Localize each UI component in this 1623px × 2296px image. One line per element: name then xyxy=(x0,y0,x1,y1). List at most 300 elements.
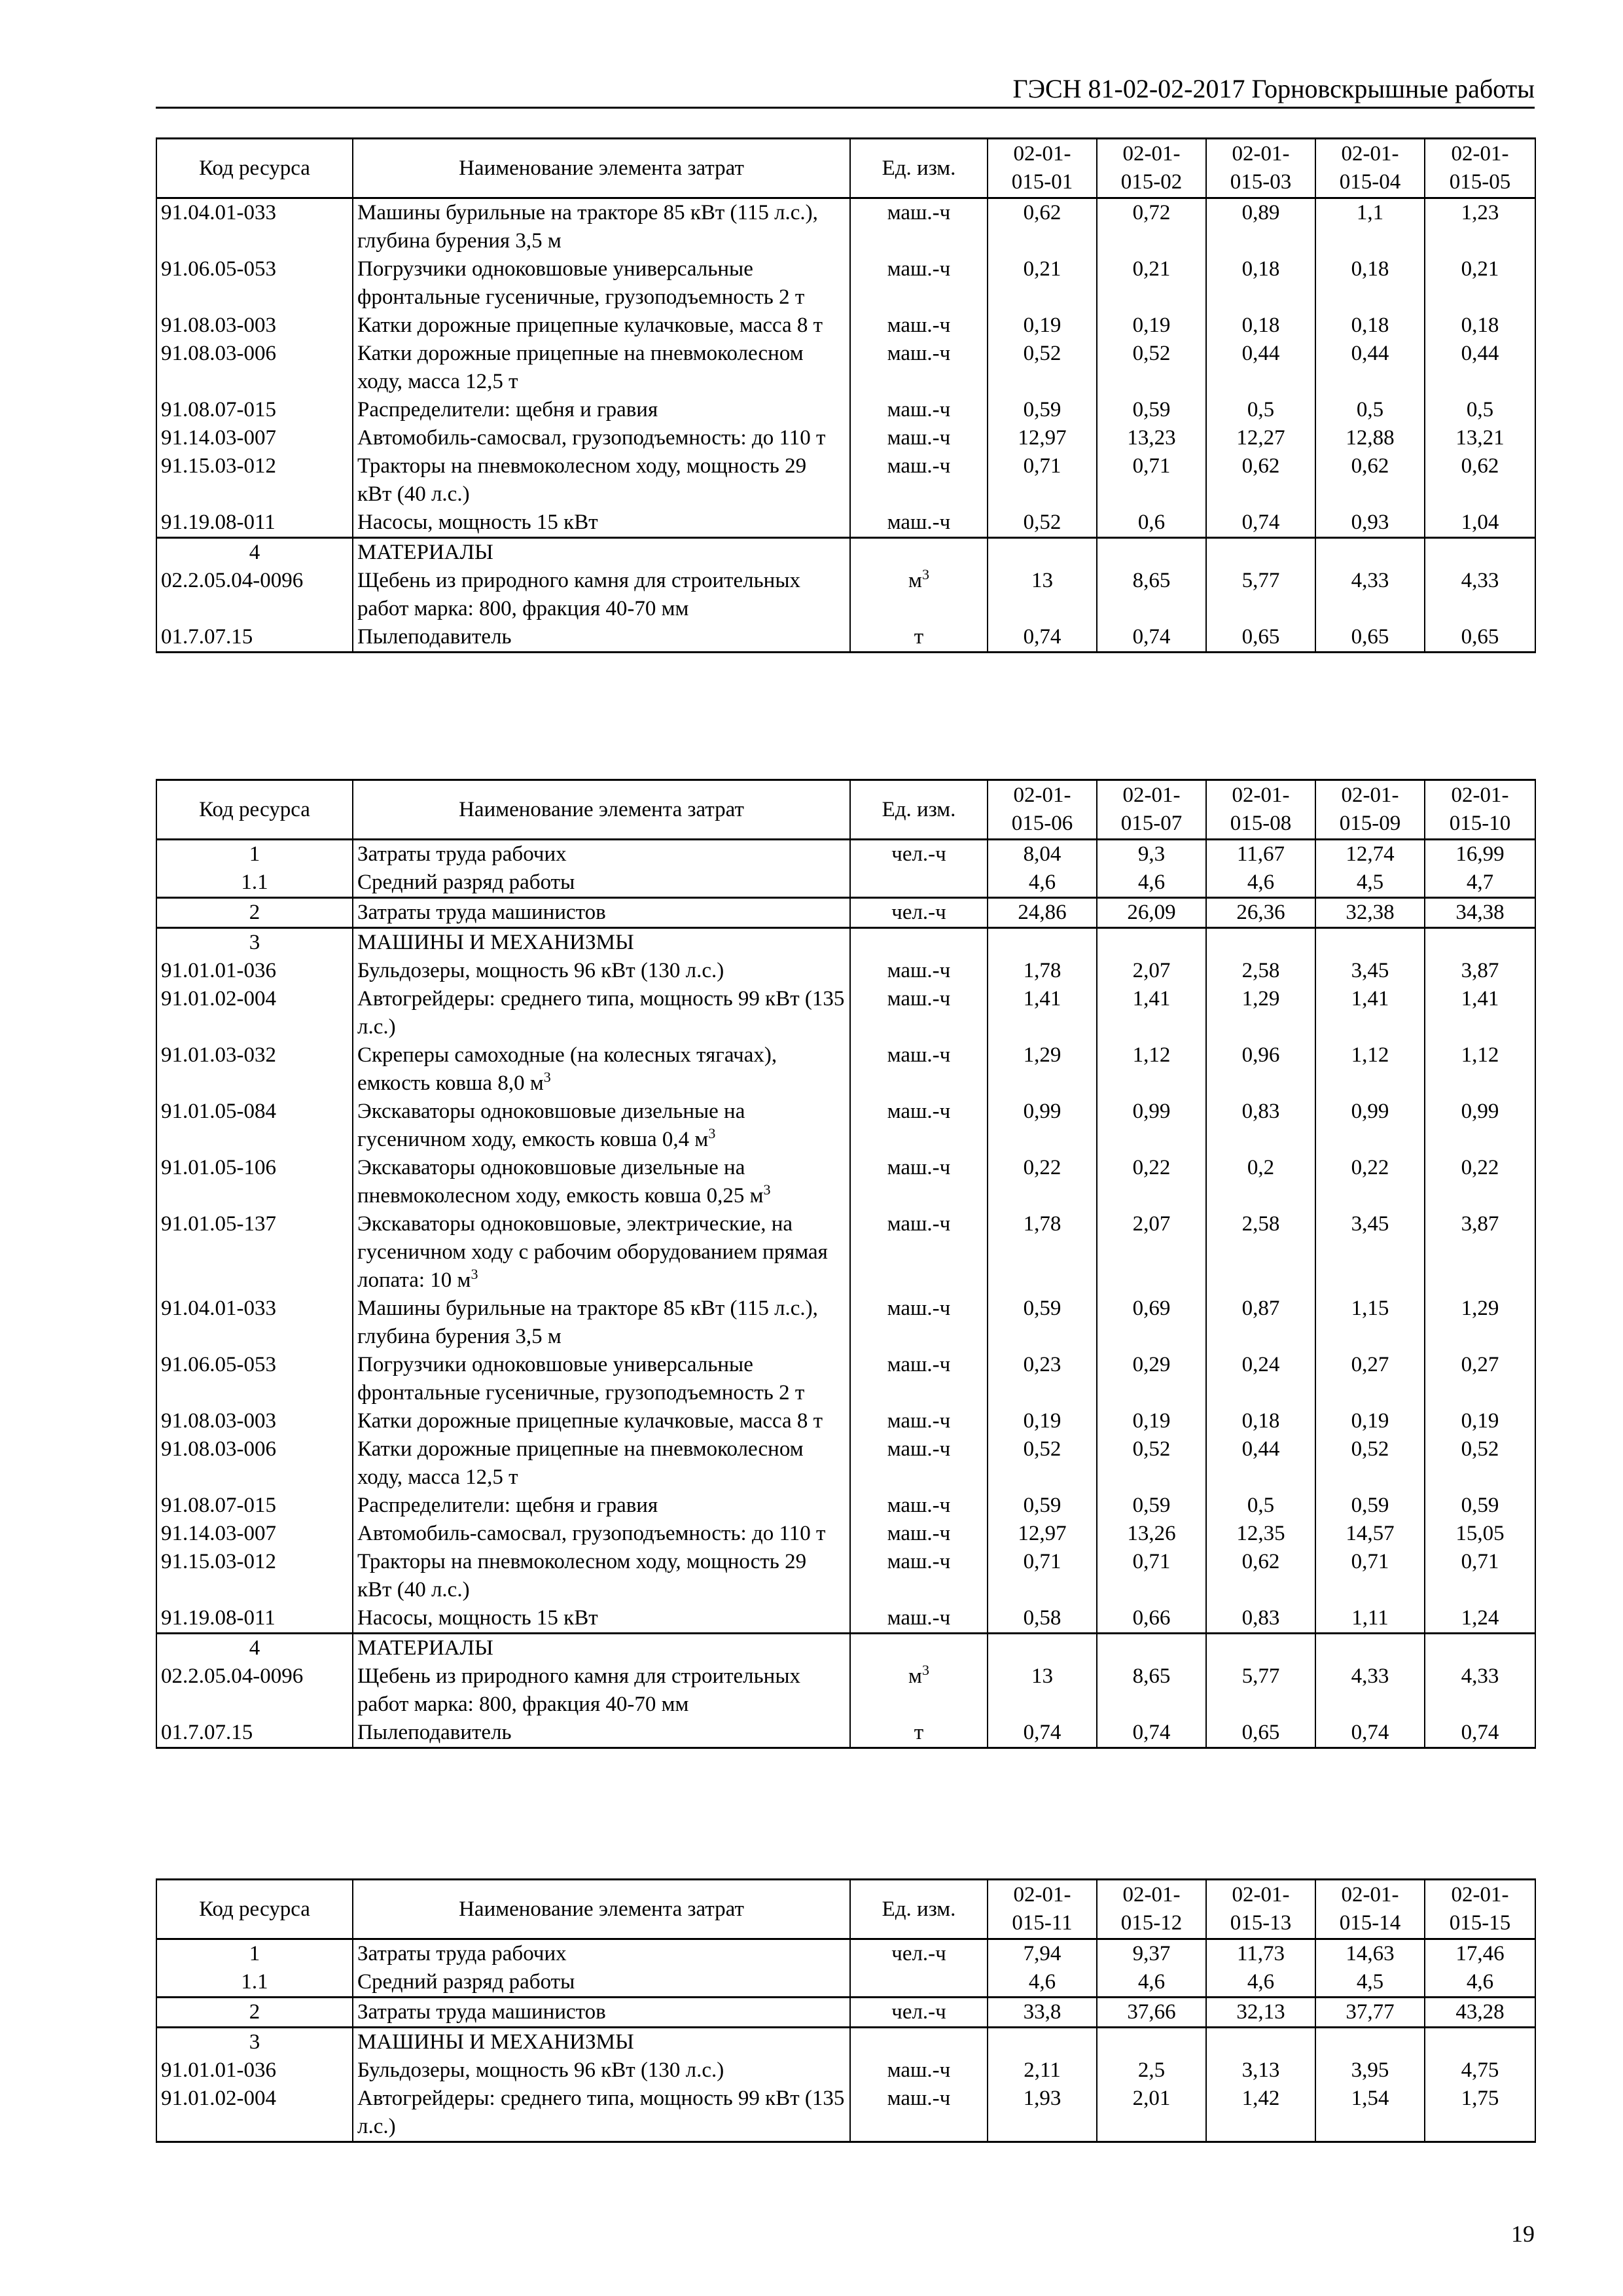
norm-value: 1,12 xyxy=(1425,1041,1535,1098)
resource-code: 2 xyxy=(156,1998,353,2028)
norm-value: 0,62 xyxy=(988,198,1097,256)
norm-value: 12,74 xyxy=(1315,840,1425,869)
norm-value: 0,59 xyxy=(1315,1492,1425,1520)
cost-element-text: Пылеподавитель xyxy=(357,1721,512,1744)
norm-value: 0,65 xyxy=(1425,623,1535,653)
unit-of-measure xyxy=(850,623,988,653)
table-row xyxy=(156,1968,1535,1998)
resource-code: 91.04.01-033 xyxy=(156,1295,353,1351)
header-norm-code: 02-01- 015-15 xyxy=(1425,1880,1535,1939)
unit-of-measure xyxy=(850,255,988,312)
norm-value xyxy=(1206,2028,1315,2057)
norm-value: 1,41 xyxy=(1315,985,1425,1041)
norm-value: 1,41 xyxy=(1097,985,1206,1041)
superscript: 3 xyxy=(921,566,929,583)
table-row xyxy=(156,509,1535,538)
table-row xyxy=(156,1210,1535,1295)
norm-value: 0,5 xyxy=(1425,396,1535,424)
norm-value xyxy=(1425,2028,1535,2057)
norm-value: 0,59 xyxy=(1097,396,1206,424)
resource-table-2 xyxy=(156,779,1536,1749)
norm-value: 2,07 xyxy=(1097,1210,1206,1295)
cost-element-text: Затраты труда машинистов xyxy=(357,2000,606,2024)
page-header-title: ГЭСН 81-02-02-2017 Горновскрышные работы xyxy=(1012,74,1535,103)
norm-value: 13,26 xyxy=(1097,1520,1206,1548)
norm-value: 0,21 xyxy=(988,255,1097,312)
table-row xyxy=(156,340,1535,396)
norm-value: 4,6 xyxy=(1425,1968,1535,1998)
cost-element-name xyxy=(353,623,850,653)
norm-value: 8,65 xyxy=(1097,1662,1206,1719)
cost-element-text: Затраты труда машинистов xyxy=(357,901,606,924)
resource-code: 91.15.03-012 xyxy=(156,452,353,509)
cost-element-text: Катки дорожные прицепные кулачковые, масса 8 т xyxy=(357,1409,823,1433)
cost-element-name xyxy=(353,869,850,898)
norm-value: 5,77 xyxy=(1206,567,1315,623)
resource-code: 02.2.05.04-0096 xyxy=(156,1662,353,1719)
cost-element-text: Затраты труда рабочих xyxy=(357,1942,567,1965)
norm-value: 0,65 xyxy=(1206,623,1315,653)
unit-of-measure xyxy=(850,198,988,256)
norm-value: 0,59 xyxy=(988,1492,1097,1520)
cost-element-name xyxy=(353,1407,850,1435)
table-row xyxy=(156,2056,1535,2085)
cost-element-text: Катки дорожные прицепные кулачковые, масса 8 т xyxy=(357,314,823,337)
unit-of-measure xyxy=(850,396,988,424)
norm-value: 0,24 xyxy=(1206,1351,1315,1407)
cost-element-name xyxy=(353,1041,850,1098)
norm-value: 0,74 xyxy=(1097,623,1206,653)
norm-value: 0,18 xyxy=(1206,312,1315,340)
section-row xyxy=(156,1634,1535,1663)
norm-value: 0,59 xyxy=(988,1295,1097,1351)
norm-value: 26,36 xyxy=(1206,898,1315,928)
norm-value xyxy=(1425,538,1535,567)
cost-element-text: Средний разряд работы xyxy=(357,870,575,894)
resource-code: 1.1 xyxy=(156,869,353,898)
norm-value: 1,93 xyxy=(988,2085,1097,2142)
norm-value: 8,65 xyxy=(1097,567,1206,623)
cost-element-text: Катки дорожные прицепные на пневмоколесном ходу, масса 12,5 т xyxy=(357,342,804,393)
norm-value: 5,77 xyxy=(1206,1662,1315,1719)
norm-value: 3,45 xyxy=(1315,1210,1425,1295)
norm-value: 3,87 xyxy=(1425,957,1535,985)
superscript: 3 xyxy=(471,1266,478,1282)
resource-code: 91.08.03-006 xyxy=(156,340,353,396)
cost-element-text: Пылеподавитель xyxy=(357,625,512,649)
unit-of-measure xyxy=(850,1435,988,1492)
norm-value: 0,74 xyxy=(1206,509,1315,538)
unit-of-measure xyxy=(850,1719,988,1748)
norm-value: 1,29 xyxy=(988,1041,1097,1098)
norm-value xyxy=(1206,538,1315,567)
header-name: Наименование элемента затрат xyxy=(353,1880,850,1939)
norm-value: 0,74 xyxy=(1315,1719,1425,1748)
header-norm-code: 02-01- 015-05 xyxy=(1425,139,1535,198)
norm-value: 12,35 xyxy=(1206,1520,1315,1548)
unit-of-measure xyxy=(850,1210,988,1295)
header-norm-code: 02-01- 015-10 xyxy=(1425,780,1535,840)
table-row xyxy=(156,985,1535,1041)
table-row xyxy=(156,396,1535,424)
resource-code: 2 xyxy=(156,898,353,928)
header-norm-code: 02-01- 015-13 xyxy=(1206,1880,1315,1939)
norm-value: 3,13 xyxy=(1206,2056,1315,2085)
norm-value: 0,44 xyxy=(1315,340,1425,396)
unit-of-measure xyxy=(850,340,988,396)
norm-value: 0,62 xyxy=(1315,452,1425,509)
cost-element-text: Бульдозеры, мощность 96 кВт (130 л.с.) xyxy=(357,2058,724,2082)
header-norm-code: 02-01- 015-08 xyxy=(1206,780,1315,840)
norm-value xyxy=(1425,1634,1535,1663)
norm-value xyxy=(1206,928,1315,958)
norm-value: 0,71 xyxy=(1097,1548,1206,1604)
norm-value: 0,44 xyxy=(1425,340,1535,396)
cost-element-name xyxy=(353,452,850,509)
table-row xyxy=(156,1492,1535,1520)
norm-value: 37,77 xyxy=(1315,1998,1425,2028)
norm-value: 1,1 xyxy=(1315,198,1425,256)
header-unit: Ед. изм. xyxy=(850,139,988,198)
resource-code: 91.19.08-011 xyxy=(156,1604,353,1634)
unit-of-measure xyxy=(850,2028,988,2057)
norm-value: 1,15 xyxy=(1315,1295,1425,1351)
norm-value: 7,94 xyxy=(988,1939,1097,1969)
resource-table-3 xyxy=(156,1878,1536,2143)
norm-value: 0,52 xyxy=(988,509,1097,538)
resource-code: 91.01.05-106 xyxy=(156,1154,353,1210)
resource-code: 4 xyxy=(156,1634,353,1663)
cost-element-text: Автомобиль-самосвал, грузоподъемность: до 110 т xyxy=(357,1522,826,1545)
norm-value: 0,99 xyxy=(988,1098,1097,1154)
cost-element-name xyxy=(353,1098,850,1154)
norm-value: 0,19 xyxy=(1097,312,1206,340)
resource-code: 91.14.03-007 xyxy=(156,424,353,452)
header-unit: Ед. изм. xyxy=(850,780,988,840)
cost-element-name xyxy=(353,312,850,340)
unit-text: маш.-ч xyxy=(887,454,951,478)
table-row xyxy=(156,452,1535,509)
norm-value: 15,05 xyxy=(1425,1520,1535,1548)
norm-value: 13,23 xyxy=(1097,424,1206,452)
norm-value: 4,6 xyxy=(1097,1968,1206,1998)
header-norm-code: 02-01- 015-14 xyxy=(1315,1880,1425,1939)
norm-value: 1,29 xyxy=(1425,1295,1535,1351)
unit-text: маш.-ч xyxy=(887,1156,951,1179)
unit-text: маш.-ч xyxy=(887,511,951,534)
resource-code: 01.7.07.15 xyxy=(156,1719,353,1748)
norm-value: 1,78 xyxy=(988,1210,1097,1295)
cost-element-text: Экскаваторы одноковшовые дизельные на гусеничном ходу, емкость ковша 0,4 м xyxy=(357,1100,745,1151)
norm-value: 0,23 xyxy=(988,1351,1097,1407)
norm-value: 0,44 xyxy=(1206,340,1315,396)
norm-value: 0,21 xyxy=(1097,255,1206,312)
unit-text: маш.-ч xyxy=(887,2087,951,2110)
norm-value: 17,46 xyxy=(1425,1939,1535,1969)
norm-value: 4,7 xyxy=(1425,869,1535,898)
norm-value: 3,95 xyxy=(1315,2056,1425,2085)
norm-value: 2,01 xyxy=(1097,2085,1206,2142)
resource-code: 1.1 xyxy=(156,1968,353,1998)
norm-value: 16,99 xyxy=(1425,840,1535,869)
norm-value: 0,65 xyxy=(1315,623,1425,653)
table-row xyxy=(156,898,1535,928)
page-number: 19 xyxy=(1511,2221,1535,2247)
norm-value: 0,87 xyxy=(1206,1295,1315,1351)
norm-value: 0,71 xyxy=(988,452,1097,509)
norm-value: 4,33 xyxy=(1315,567,1425,623)
resource-code: 91.14.03-007 xyxy=(156,1520,353,1548)
unit-of-measure xyxy=(850,840,988,869)
unit-text: маш.-ч xyxy=(887,1522,951,1545)
unit-text: чел.-ч xyxy=(891,842,946,866)
unit-of-measure xyxy=(850,1351,988,1407)
norm-value: 8,04 xyxy=(988,840,1097,869)
norm-value: 0,52 xyxy=(988,1435,1097,1492)
unit-text: маш.-ч xyxy=(887,201,951,224)
header-rule xyxy=(156,107,1535,109)
norm-value xyxy=(1425,928,1535,958)
superscript: 3 xyxy=(921,1662,929,1678)
norm-value: 0,66 xyxy=(1097,1604,1206,1634)
header-code: Код ресурса xyxy=(156,780,353,840)
norm-value xyxy=(1315,2028,1425,2057)
norm-value: 0,18 xyxy=(1315,312,1425,340)
table-row xyxy=(156,567,1535,623)
norm-value: 1,12 xyxy=(1097,1041,1206,1098)
unit-text: маш.-ч xyxy=(887,1353,951,1376)
unit-text: маш.-ч xyxy=(887,1606,951,1630)
resource-code: 91.01.01-036 xyxy=(156,957,353,985)
norm-value: 0,71 xyxy=(1315,1548,1425,1604)
cost-element-name xyxy=(353,1939,850,1969)
cost-element-name xyxy=(353,2056,850,2085)
resource-code: 1 xyxy=(156,840,353,869)
norm-value: 0,74 xyxy=(988,1719,1097,1748)
resource-code: 91.01.05-084 xyxy=(156,1098,353,1154)
unit-text: т xyxy=(914,625,924,649)
norm-value: 0,44 xyxy=(1206,1435,1315,1492)
cost-element-text: Тракторы на пневмоколесном ходу, мощность 29 кВт (40 л.с.) xyxy=(357,1550,807,1602)
cost-element-name xyxy=(353,957,850,985)
section-row xyxy=(156,538,1535,567)
cost-element-name xyxy=(353,396,850,424)
norm-value xyxy=(988,2028,1097,2057)
table-header-row xyxy=(156,780,1535,840)
unit-text: маш.-ч xyxy=(887,1409,951,1433)
norm-value xyxy=(1097,2028,1206,2057)
header-unit: Ед. изм. xyxy=(850,1880,988,1939)
header-norm-code: 02-01- 015-01 xyxy=(988,139,1097,198)
norm-value xyxy=(1097,1634,1206,1663)
norm-value: 9,37 xyxy=(1097,1939,1206,1969)
norm-value: 1,78 xyxy=(988,957,1097,985)
resource-code: 91.15.03-012 xyxy=(156,1548,353,1604)
unit-of-measure xyxy=(850,312,988,340)
unit-text: маш.-ч xyxy=(887,342,951,365)
cost-element-name xyxy=(353,1295,850,1351)
unit-text: чел.-ч xyxy=(891,2000,946,2024)
unit-of-measure xyxy=(850,567,988,623)
norm-value: 13 xyxy=(988,567,1097,623)
norm-value: 1,41 xyxy=(1425,985,1535,1041)
resource-code: 91.01.03-032 xyxy=(156,1041,353,1098)
norm-value: 4,5 xyxy=(1315,1968,1425,1998)
unit-of-measure xyxy=(850,928,988,958)
unit-text: маш.-ч xyxy=(887,1297,951,1320)
table-row xyxy=(156,2085,1535,2142)
unit-of-measure xyxy=(850,957,988,985)
header-norm-code: 02-01- 015-06 xyxy=(988,780,1097,840)
norm-value: 4,6 xyxy=(988,1968,1097,1998)
norm-value: 0,22 xyxy=(988,1154,1097,1210)
norm-value: 0,27 xyxy=(1425,1351,1535,1407)
resource-code: 91.08.07-015 xyxy=(156,1492,353,1520)
unit-of-measure xyxy=(850,1041,988,1098)
norm-value xyxy=(1097,538,1206,567)
table-row xyxy=(156,1435,1535,1492)
norm-value: 3,45 xyxy=(1315,957,1425,985)
norm-value: 0,21 xyxy=(1425,255,1535,312)
norm-value: 43,28 xyxy=(1425,1998,1535,2028)
cost-element-name xyxy=(353,1548,850,1604)
unit-of-measure xyxy=(850,2085,988,2142)
table-row xyxy=(156,1939,1535,1969)
norm-value: 0,71 xyxy=(1097,452,1206,509)
norm-value: 32,13 xyxy=(1206,1998,1315,2028)
norm-value: 0,19 xyxy=(988,312,1097,340)
cost-element-text: Насосы, мощность 15 кВт xyxy=(357,1606,598,1630)
norm-value: 12,27 xyxy=(1206,424,1315,452)
table-row xyxy=(156,1407,1535,1435)
norm-value: 32,38 xyxy=(1315,898,1425,928)
unit-of-measure xyxy=(850,1604,988,1634)
norm-value: 0,74 xyxy=(1425,1719,1535,1748)
norm-value: 4,5 xyxy=(1315,869,1425,898)
cost-element-name xyxy=(353,1719,850,1748)
norm-value: 1,23 xyxy=(1425,198,1535,256)
table-row xyxy=(156,623,1535,653)
unit-text: маш.-ч xyxy=(887,1550,951,1573)
norm-value: 0,58 xyxy=(988,1604,1097,1634)
unit-text: маш.-ч xyxy=(887,1494,951,1517)
norm-value: 0,22 xyxy=(1425,1154,1535,1210)
resource-code: 91.01.05-137 xyxy=(156,1210,353,1295)
cost-element-name xyxy=(353,985,850,1041)
norm-value: 4,33 xyxy=(1425,1662,1535,1719)
cost-element-text: Средний разряд работы xyxy=(357,1970,575,1994)
unit-text: чел.-ч xyxy=(891,901,946,924)
norm-value: 12,97 xyxy=(988,1520,1097,1548)
unit-of-measure xyxy=(850,1492,988,1520)
unit-of-measure xyxy=(850,1154,988,1210)
unit-of-measure xyxy=(850,1098,988,1154)
unit-of-measure xyxy=(850,1998,988,2028)
norm-value: 0,18 xyxy=(1425,312,1535,340)
norm-value: 14,63 xyxy=(1315,1939,1425,1969)
norm-value xyxy=(1206,1634,1315,1663)
table-row xyxy=(156,957,1535,985)
cost-element-text: Щебень из природного камня для строительных работ марка: 800, фракция 40-70 мм xyxy=(357,1664,801,1716)
norm-value: 1,11 xyxy=(1315,1604,1425,1634)
unit-text: маш.-ч xyxy=(887,1212,951,1236)
norm-value: 2,58 xyxy=(1206,957,1315,985)
table-row xyxy=(156,1662,1535,1719)
cost-element-name xyxy=(353,198,850,256)
norm-value: 0,29 xyxy=(1097,1351,1206,1407)
resource-code: 3 xyxy=(156,928,353,958)
section-title xyxy=(353,2028,850,2057)
norm-value: 0,52 xyxy=(1315,1435,1425,1492)
cost-element-name xyxy=(353,1998,850,2028)
cost-element-text: МАШИНЫ И МЕХАНИЗМЫ xyxy=(357,2030,634,2054)
unit-text: маш.-ч xyxy=(887,398,951,422)
unit-of-measure xyxy=(850,1939,988,1969)
header-norm-code: 02-01- 015-02 xyxy=(1097,139,1206,198)
table-row xyxy=(156,869,1535,898)
resource-code: 91.01.02-004 xyxy=(156,985,353,1041)
header-name: Наименование элемента затрат xyxy=(353,139,850,198)
table-row xyxy=(156,1295,1535,1351)
cost-element-name xyxy=(353,898,850,928)
cost-element-text: Катки дорожные прицепные на пневмоколесном ходу, масса 12,5 т xyxy=(357,1437,804,1489)
cost-element-name xyxy=(353,255,850,312)
unit-text: маш.-ч xyxy=(887,426,951,450)
norm-value: 0,62 xyxy=(1425,452,1535,509)
header-code: Код ресурса xyxy=(156,139,353,198)
unit-of-measure xyxy=(850,869,988,898)
norm-value: 0,93 xyxy=(1315,509,1425,538)
norm-value: 1,04 xyxy=(1425,509,1535,538)
cost-element-name xyxy=(353,509,850,538)
norm-value: 1,54 xyxy=(1315,2085,1425,2142)
unit-text: маш.-ч xyxy=(887,1043,951,1067)
cost-element-text: Тракторы на пневмоколесном ходу, мощность 29 кВт (40 л.с.) xyxy=(357,454,807,506)
unit-of-measure xyxy=(850,898,988,928)
norm-value: 2,07 xyxy=(1097,957,1206,985)
norm-value: 0,18 xyxy=(1206,255,1315,312)
cost-element-text: МАШИНЫ И МЕХАНИЗМЫ xyxy=(357,931,634,954)
header-norm-code: 02-01- 015-12 xyxy=(1097,1880,1206,1939)
cost-element-name xyxy=(353,1210,850,1295)
table-row xyxy=(156,1041,1535,1098)
header-norm-code: 02-01- 015-03 xyxy=(1206,139,1315,198)
table-row xyxy=(156,1548,1535,1604)
norm-value: 1,75 xyxy=(1425,2085,1535,2142)
unit-of-measure xyxy=(850,538,988,567)
norm-value: 37,66 xyxy=(1097,1998,1206,2028)
norm-value: 11,67 xyxy=(1206,840,1315,869)
norm-value: 2,5 xyxy=(1097,2056,1206,2085)
cost-element-text: Распределители: щебня и гравия xyxy=(357,1494,658,1517)
unit-text: маш.-ч xyxy=(887,257,951,281)
norm-value: 0,96 xyxy=(1206,1041,1315,1098)
unit-text: м xyxy=(908,1664,922,1688)
resource-code: 02.2.05.04-0096 xyxy=(156,567,353,623)
unit-of-measure xyxy=(850,509,988,538)
resource-code: 91.08.03-003 xyxy=(156,1407,353,1435)
unit-of-measure xyxy=(850,1295,988,1351)
table-row xyxy=(156,840,1535,869)
norm-value: 0,19 xyxy=(1315,1407,1425,1435)
norm-value: 4,6 xyxy=(1097,869,1206,898)
table-header-row xyxy=(156,139,1535,198)
unit-text: маш.-ч xyxy=(887,959,951,982)
cost-element-text: Машины бурильные на тракторе 85 кВт (115 л.с.), глубина бурения 3,5 м xyxy=(357,201,818,253)
unit-text: маш.-ч xyxy=(887,2058,951,2082)
resource-code: 91.01.01-036 xyxy=(156,2056,353,2085)
norm-value xyxy=(1315,1634,1425,1663)
